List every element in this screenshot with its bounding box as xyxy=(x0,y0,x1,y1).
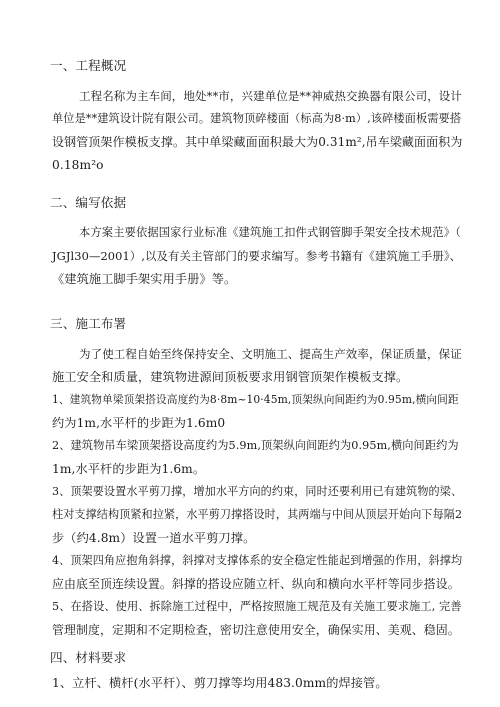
list-item-line: 应由底至顶连续设置。斜撑的搭设应随立杆、纵向和横向水平杆等同步搭设。 xyxy=(52,577,460,591)
list-item-line: 3、顶架要设置水平剪刀撑，增加水平方向的约束，同时还要利用已有建筑物的梁、 xyxy=(52,485,463,498)
list-item-line: 1、建筑物单梁顶架搭设高度约为8·8m~10·45m,顶架纵向间距约为0.95m,横向间距 xyxy=(52,393,459,406)
paragraph-line: 单位是**建筑设计院有限公司。建筑物顶碎楼面（标高为8·m）,该碎楼面板需要搭 xyxy=(52,112,462,125)
paragraph-line: 工程名称为主车间，地处**市，兴建单位是**神威热交换器有限公司，设计 xyxy=(79,89,462,103)
section-heading-deployment: 三、施工布署 xyxy=(50,316,127,331)
list-item-line: 约为1m,水平杆的步距为1.6m0 xyxy=(52,416,226,430)
paragraph-line: 为了使工程自始至终保持安全、文明施工、提高生产效率，保证质量，保证 xyxy=(79,347,462,361)
section-heading-overview: 一、工程概况 xyxy=(50,58,127,73)
list-item-line: 4、顶架四角应抱角斜撑，斜撑对支撑体系的安全稳定性能起到增强的作用，斜撑均 xyxy=(52,554,463,567)
section-heading-basis: 二、编写依据 xyxy=(50,195,127,210)
paragraph-line: 本方案主要依据国家行业标准《建筑施工扣件式钢管脚手架安全技术规范》（ xyxy=(79,226,461,239)
list-item-line: 管理制度，定期和不定期检查，密切注意使用安全，确保实用、美观、稳固。 xyxy=(52,623,460,637)
section-heading-materials: 四、材料要求 xyxy=(50,650,127,665)
list-item-line: 5、在搭设、使用、拆除施工过程中，严格按照施工规范及有关施工要求施工, 完善 xyxy=(52,600,462,613)
list-item-line: 2、建筑物吊车梁顶架搭设高度约为5.9m,顶架纵向间距约为0.95m,横向间距约为 xyxy=(52,439,459,452)
list-item-line: 1m,水平杆的步距为1.6m。 xyxy=(52,462,206,476)
list-item-line: 柱对支撑结构顶紧和拉紧，水平剪刀撑搭设时，其两端与中间从顶层开始向下每隔2 xyxy=(52,508,463,521)
paragraph-line: JGJl30—2001）,以及有关主管部门的要求编写。参考书籍有《建筑施工手册》、 xyxy=(52,249,462,263)
paragraph-line: 0.18m²o xyxy=(52,158,104,172)
paragraph-line: 《建筑施工脚手架实用手册》等。 xyxy=(52,272,237,286)
list-item-line: 1、立杆、横杆(水平杆）、剪刀撑等均用483.0mm的焊接管。 xyxy=(52,676,388,690)
list-item-line: 步（约4.8m）设置一道水平剪刀撑。 xyxy=(52,531,256,545)
paragraph-line: 施工安全和质量，建筑物进源间顶板要求用钢管顶架作模板支撑。 xyxy=(52,370,409,384)
paragraph-line: 设钢管顶架作模板支撑。其中单梁藏面面积最大为0.31m²,吊车梁藏面面积为 xyxy=(52,135,463,149)
